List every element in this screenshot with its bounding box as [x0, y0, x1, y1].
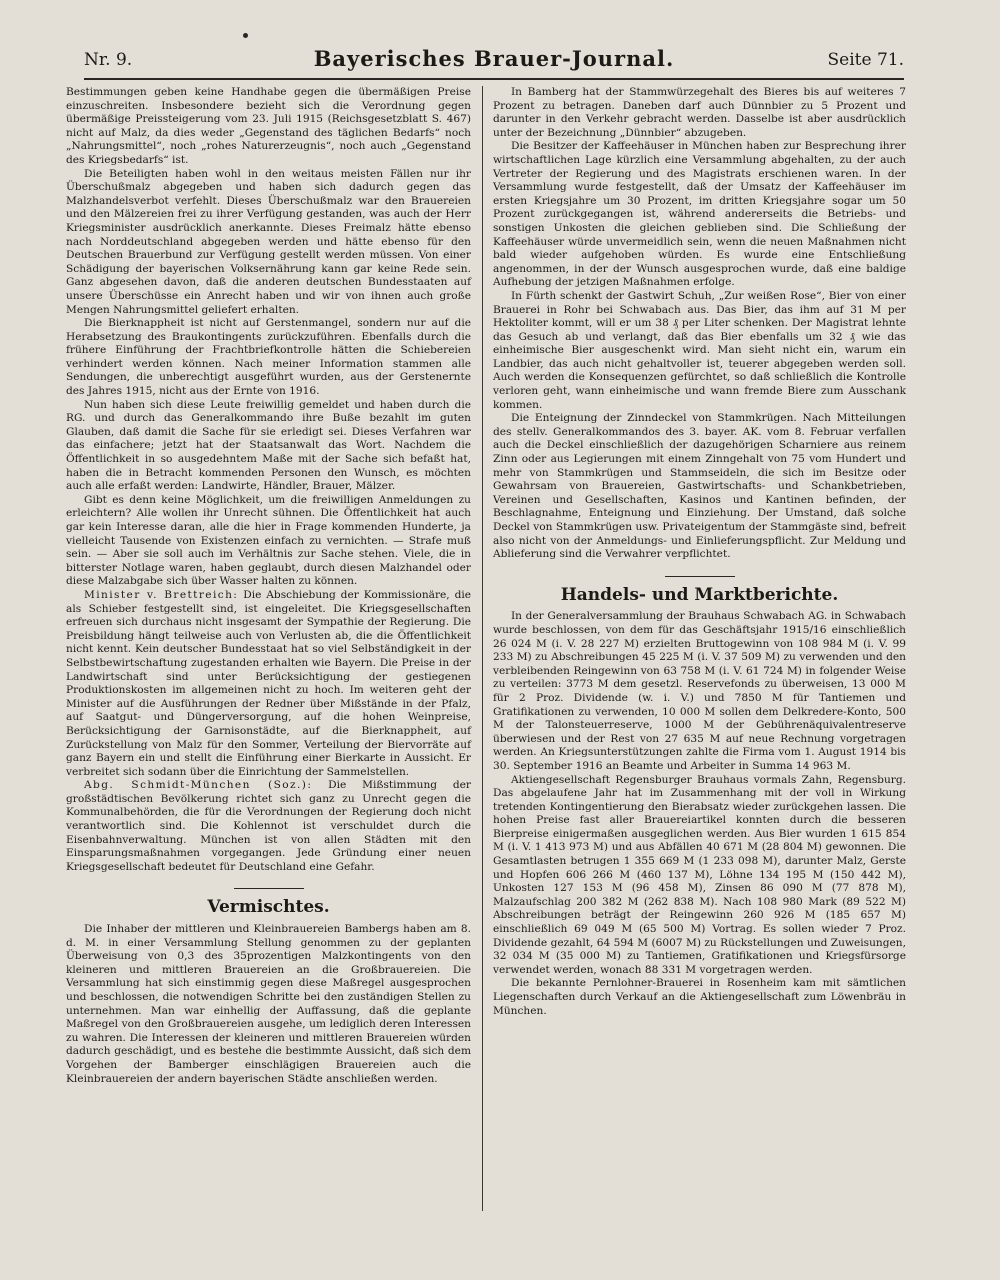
section-separator: [665, 576, 735, 577]
paragraph: Nun haben sich diese Leute freiwillig gemeldet und haben durch die RG. und durch das Generalkommando ihre Buße bezahlt im guten Glauben, daß damit die Sache für sie erledigt sei. Dieses Verfahren war das einfachere; jetzt hat der Staatsanwalt das Wort. Nachdem die Öffentlichkeit in so ausgedehntem Maße mit der Sache sich befaßt hat, haben die in Betracht kommenden Personen den Wunsch, es möchten auch alle erfaßt werden: Landwirte, Händler, Brauer, Mälzer.: [66, 398, 471, 493]
paragraph: In Bamberg hat der Stammwürzegehalt des Bieres bis auf weiteres 7 Prozent zu betragen. Daneben darf auch Dünnbier zu 5 Prozent und darunter in den Verkehr gebracht werden. Dasselbe ist aber ausdrücklich unter der Bezeichnung „Dünnbier“ abzugeben.: [493, 86, 906, 139]
paragraph: Die Bierknappheit ist nicht auf Gerstenmangel, sondern nur auf die Herabsetzung des Braukontingents zurückzuführen. Ebenfalls durch die frühere Einführung der Frachtbriefkontrolle hätten die Schiebereien verhindert werden können. Nach meiner Information stammen alle Sendungen, die unberechtigt ausgeführt wurden, aus der Gerstenernte des Jahres 1915, nicht aus der Ernte von 1916.: [66, 317, 471, 398]
speech-text: Die Mißstimmung der großstädtischen Bevölkerung richtet sich ganz zu Unrecht gegen die Kommunalbehörden, die für die Verordnungen der Regierung doch nicht verantwortlich sind. Die Kohlennot ist verschuldet durch die Eisenbahnverwaltung. München ist von allen Städten mit den Einsparungsmaßnahmen vorgegangen. Jede Gründung einer neuen Kriegsgesellschaft bedeutet für Deutschland eine Gefahr.: [66, 779, 471, 873]
issue-number: Nr. 9.: [84, 50, 133, 70]
paragraph: [66, 779, 471, 874]
paragraph: In der Generalversammlung der Brauhaus Schwabach AG. in Schwabach wurde beschlossen, von dem für das Geschäftsjahr 1915/16 einschließlich 26 024 M (i. V. 28 227 M) erzielten Bruttogewinn von 108 984 M (i. V. 99 233 M) zu Abschreibungen 45 225 M (i. V. 37 509 M) zu verwenden und den verbleibenden Reingewinn von 63 758 M (i. V. 61 724 M) in folgender Weise zu verteilen: 3773 M dem gesetzl. Reservefonds zu überweisen, 13 000 M für 2 Proz. Dividende (w. i. V.) und 7850 M für Tantiemen und Gratifikationen zu verwenden, 10 000 M sollen dem Delkredere-Konto, 500 M der Talonsteuerreserve, 1000 M der Gebührenäquivalentreserve überwiesen und der Rest von 27 635 M auf neue Rechnung vorgetragen werden. An Kriegsunterstützungen zahlte die Firma vom 1. August 1914 bis 30. September 1916 an Beamte und Arbeiter in Summa 14 963 M.: [493, 610, 906, 772]
right-column: [493, 86, 906, 1018]
page-header: [84, 42, 904, 76]
paragraph: Die Inhaber der mittleren und Kleinbrauereien Bambergs haben am 8. d. M. in einer Versammlung Stellung genommen zu der geplanten Überweisung von 0,3 des 35prozentigen Malzkontingents von den kleineren und mittleren Brauereien an die Großbrauereien. Die Versammlung hat sich einstimmig gegen diese Maßregel ausgesprochen und beschlossen, die notwendigen Schritte bei den zuständigen Stellen zu unternehmen. Man war einhellig der Auffassung, daß die geplante Maßregel von den Großbrauereien ausgehe, um lediglich deren Interessen zu wahren. Die Interessen der kleineren und mittleren Brauereien würden dadurch geschädigt, und es bestehe die bestimmte Aussicht, daß sich dem Vorgehen der Bamberger einschlägigen Brauereien auch die Kleinbrauereien der andern bayerischen Städte anschließen werden.: [66, 923, 471, 1085]
paragraph: Die bekannte Pernlohner-Brauerei in Rosenheim kam mit sämtlichen Liegenschaften durch Verkauf an die Aktiengesellschaft zum Löwenbräu in München.: [493, 977, 906, 1017]
paragraph: [66, 589, 471, 779]
header-rule: [84, 78, 904, 80]
page-number: Seite 71.: [827, 50, 904, 70]
speech-text: Die Abschiebung der Kommissionäre, die als Schieber festgestellt sind, ist eingeleitet. Die Kriegsgesellschaften erfreuen sich durchaus nicht insgesamt der Sympathie der Regierung. Die Preisbildung hängt teilweise auch von Verlusten ab, die die Öffentlichkeit nicht kennt. Kein deutscher Bundesstaat hat so viel Selbständigkeit in der Selbstbewirtschaftung zugestanden erhalten wie Bayern. Die Preise in der Landwirtschaft sind unter Berücksichtigung der gestiegenen Produktionskosten im allgemeinen nicht zu hoch. Im weiteren geht der Minister auf die Ausführungen der Redner über Mißstände in der Pfalz, auf Saatgut- und Düngerversorgung, auf die hohen Weinpreise, Berücksichtigung der Garnisonstädte, auf die Bierknappheit, auf Zurückstellung von Malz für den Sommer, Verteilung der Biervorräte auf ganz Bayern ein und stellt die Einführung einer Bierkarte in Aussicht. Er verbreitet sich sodann über die Einrichtung der Sammelstellen.: [66, 588, 472, 778]
section-heading: Handels- und Marktberichte.: [560, 584, 839, 605]
paragraph: Die Besitzer der Kaffeehäuser in München haben zur Besprechung ihrer wirtschaftlichen Lage kürzlich eine Versammlung abgehalten, zu der auch Vertreter der Regierung und des Magistrats erschienen waren. In der Versammlung wurde festgestellt, daß der Umsatz der Kaffeehäuser im ersten Kriegsjahre um 30 Prozent, im dritten Kriegsjahre sogar um 50 Prozent zurückgegangen ist, während andererseits die Betriebs- und sonstigen Unkosten die gleichen geblieben sind. Die Schließung der Kaffeehäuser würde unvermeidlich sein, wenn die neuen Maßnahmen nicht bald wieder aufgehoben würden. Es wurde eine Entschließung angenommen, in der der Wunsch ausgesprochen wurde, daß eine baldige Aufhebung der jetzigen Maßnahmen erfolge.: [493, 140, 906, 289]
paragraph: Die Enteignung der Zinndeckel von Stammkrügen. Nach Mitteilungen des stellv. Generalkommandos des 3. bayer. AK. vom 8. Februar verfallen auch die Deckel einschließlich der dazugehörigen Scharniere aus reinem Zinn oder aus Legierungen mit einem Zinngehalt von 75 vom Hundert und mehr von Stammkrügen und Stammseideln, die sich im Besitze oder Gewahrsam von Brauereien, Gastwirtschafts- und Schankbetrieben, Vereinen und Gesellschaften, Kasinos und Kantinen befinden, der Beschlagnahme, Enteignung und Einziehung. Der Umstand, daß solche Deckel von Stammkrügen usw. Privateigentum der Stammgäste sind, befreit also nicht von der Anmeldungs- und Einlieferungspflicht. Zur Meldung und Ablieferung sind die Verwahrer verpflichtet.: [493, 412, 906, 561]
speaker-name: Minister v. Brettreich:: [84, 588, 239, 601]
paragraph: Bestimmungen geben keine Handhabe gegen die übermäßigen Preise einzuschreiten. Insbesondere bezieht sich die Verordnung gegen übermäßige Preissteigerung vom 23. Juli 1915 (Reichsgesetzblatt S. 467) nicht auf Malz, da dies weder „Gegenstand des täglichen Bedarfs“ noch „Nahrungsmittel“, noch „rohes Naturerzeugnis“, noch auch „Gegenstand des Kriegsbedarfs“ ist.: [66, 86, 471, 166]
paragraph: Gibt es denn keine Möglichkeit, um die freiwilligen Anmeldungen zu erleichtern? Alle wollen ihr Unrecht sühnen. Die Öffentlichkeit hat auch gar kein Interesse daran, alle die hier in Frage kommenden Hunderte, ja vielleicht Tausende von Existenzen einfach zu vernichten. — Strafe muß sein. — Aber sie soll auch im Verhältnis zur Sache stehen. Viele, die in bitterster Notlage waren, haben geglaubt, durch diesen Malzhandel oder diese Malzabgabe sich über Wasser halten zu können.: [66, 493, 471, 588]
journal-title: Bayerisches Brauer-Journal.: [313, 46, 675, 71]
left-column: [66, 86, 471, 1086]
section-heading: Vermischtes.: [207, 897, 330, 918]
speaker-name: Abg. Schmidt-München (Soz.):: [84, 779, 313, 792]
section-separator: [234, 888, 304, 889]
paragraph: Aktiengesellschaft Regensburger Brauhaus vormals Zahn, Regensburg. Das abgelaufene Jahr hat im Zusammenhang mit der voll in Wirkung tretenden Kontingentierung den Bierabsatz wieder zurückgehen lassen. Die hohen Preise fast aller Brauereiartikel konnten durch die besseren Bierpreise einigermaßen ausgeglichen werden. Aus Bier wurden 1 615 854 M (i. V. 1 413 973 M) und aus Abfällen 40 671 M (28 804 M) gewonnen. Die Gesamtlasten betrugen 1 355 669 M (1 233 098 M), darunter Malz, Gerste und Hopfen 606 266 M (460 137 M), Löhne 134 195 M (150 442 M), Unkosten 127 153 M (96 458 M), Zinsen 86 090 M (77 878 M), Malzaufschlag 200 382 M (262 838 M). Nach 108 980 Mark (89 522 M) Abschreibungen beträgt der Reingewinn 260 926 M (185 657 M) einschließlich 69 049 M (65 500 M) Vortrag. Es sollen wieder 7 Proz. Dividende gezahlt, 64 594 M (6007 M) zu Rückstellungen und Zuweisungen, 32 034 M (35 000 M) zu Tantiemen, Gratifikationen und Kriegsfürsorge verwendet werden, wonach 88 331 M vorgetragen werden.: [493, 773, 906, 976]
ink-dot: [243, 33, 248, 38]
paragraph: Die Beteiligten haben wohl in den weitaus meisten Fällen nur ihr Überschußmalz abgegeben und haben sich dadurch gegen das Malzhandelsverbot verfehlt. Dieses Überschußmalz war den Brauereien und den Mälzereien frei zu ihrer Verfügung gestanden, was auch der Herr Kriegsminister ausdrücklich anerkannte. Dieses Freimalz hätte ebenso nach Norddeutschland abgegeben werden und hätte ebenso für den Deutschen Brauerbund zur Verfügung gestellt werden müssen. Von einer Schädigung der bayerischen Volksernährung kann gar keine Rede sein. Ganz abgesehen davon, daß die anderen deutschen Bundesstaaten auf unsere Überschüsse ein Anrecht haben und wir von ihnen auch große Mengen Nahrungsmittel geliefert erhalten.: [66, 167, 471, 316]
paragraph: In Fürth schenkt der Gastwirt Schuh, „Zur weißen Rose“, Bier von einer Brauerei in Rohr bei Schwabach aus. Das Bier, das ihm auf 31 M per Hektoliter kommt, will er um 38 ₰ per Liter schenken. Der Magistrat lehnte das Gesuch ab und verlangt, daß das Bier ebenfalls um 32 ₰ wie das einheimische Bier ausgeschenkt wird. Man sieht nicht ein, warum ein Landbier, das auch nicht gehaltvoller ist, teuerer abgegeben werden soll. Auch werden die Konsequenzen gefürchtet, so daß schließlich die Kontrolle verloren geht, wann einheimische und wann fremde Biere zum Ausschank kommen.: [493, 289, 906, 411]
column-divider: [482, 86, 483, 1211]
